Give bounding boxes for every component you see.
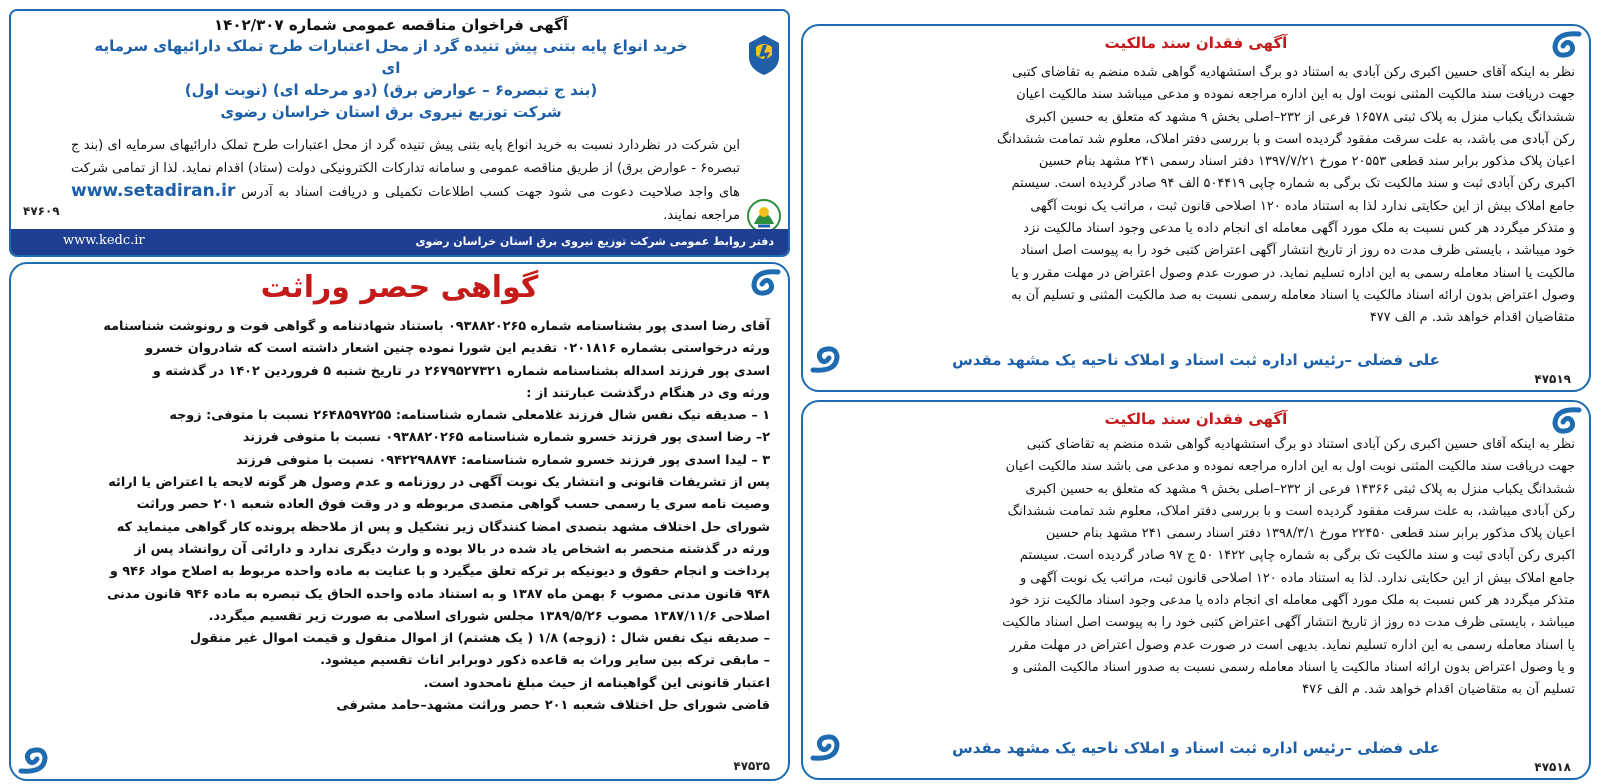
deed-notice-code: ۴۷۵۱۸ — [1534, 760, 1571, 774]
body-line: ششدانگ یکباب منزل به پلاک ثبتی ۱۶۵۷۸ فرعی از ۲۳۲–اصلی بخش ۹ مشهد که متعلق به حسین اکبری — [1025, 109, 1575, 125]
body-line: متقاضیان اقدام خواهد شد. م الف ۴۷۷ — [1369, 310, 1575, 326]
deed-notice-signature: علی فضلی –رئیس اداره ثبت اسناد و املاک ناحیه یک مشهد مقدس — [952, 351, 1440, 369]
tender-body — [71, 134, 740, 227]
body-line: اکبری رکن آبادی ثبت و سند مالکیت تک برگی به شماره چاپی ۱۴۲۲ ۵۰ ج ۹۷ صادر گردیده است. سیستم — [1019, 548, 1575, 564]
validity-line: اعتبار قانونی این گواهینامه از حیث مبلغ نامحدود است. — [423, 675, 770, 691]
share-line: – صدیقه نیک نفس شال : (زوجه) ۱/۸ ( یک هشتم) از اموال منقول و قیمت اموال غیر منقول — [189, 631, 770, 647]
body-line: اکبری رکن آبادی ثبت و سند مالکیت تک برگی به شماره چاپی ۵۰۴۴۱۹ الف ۹۴ صادر گردیده است. سیستم — [1011, 176, 1575, 192]
body-line: اعیان پلاک مذکور برابر سند قطعی ۲۲۴۵۰ مورخ ۱۳۹۸/۳/۱ دفتر اسناد رسمی ۲۴۱ مشهد بنام حسین — [1045, 526, 1575, 542]
heir-line: ۳ – لیدا اسدی پور فرزند خسرو شماره شناسنامه: ۰۹۴۲۲۹۸۸۷۴ نسبت با متوفی فرزند — [236, 452, 770, 468]
body-line: نظر به اینکه آقای حسین اکبری رکن آبادی استناد دو برگ استشهادیه گواهی شده منضم به تقاضای کتبی — [1026, 437, 1575, 452]
body-line: رکن آبادی میباشد، به علت سرقت مفقود گردیده است و با بررسی دفتر املاک، معلوم شد تمامت ششدانگ — [1007, 503, 1575, 519]
body-line: اعیان پلاک مذکور برابر سند قطعی ۲۰۵۵۳ مورخ ۱۳۹۷/۷/۲۱ دفتر اسناد رسمی ۲۴۱ مشهد بنام حسین — [1038, 154, 1575, 170]
inheritance-code: ۴۷۵۳۵ — [733, 759, 770, 773]
body-line: ورثه وی در هنگام درگذشت عبارتند از : — [526, 385, 770, 401]
tender-clause: (بند ج تبصره۶ – عوارض برق) (دو مرحله ای) (نوبت اول) — [184, 81, 598, 99]
body-line: و یا وصول اعتراض بدون ارائه اسناد مالکیت یا اسناد معامله رسمی نسبت به صدور اسناد مالکیت المثنی و — [1012, 659, 1575, 675]
setadiran-link[interactable]: www.setadiran.ir — [71, 181, 236, 201]
body-line: جهت دریافت سند مالکیت المثنی نوبت اول به این اداره مراجعه نموده و مدعی میباشد سند مالکیت اعیان — [1016, 87, 1575, 103]
tender-subject: خرید انواع پایه بتنی پیش تنیده گرد از محل اعتبارات طرح تملک دارائیهای سرمایه ای — [94, 37, 688, 77]
body-line: و متذکر میگردد هر کس نسبت به ملک مورد آگهی معامله ای انجام داده یا مدعی وجود اسناد مالکیت نزد — [1023, 221, 1575, 237]
inheritance-certificate — [9, 262, 790, 781]
heir-line: ۲– رضا اسدی پور فرزند خسرو شماره شناسنامه ۰۹۳۸۸۲۰۲۶۵ نسبت با متوفی فرزند — [242, 430, 770, 446]
deed-notice-code: ۴۷۵۱۹ — [1534, 372, 1571, 386]
corner-ornament-icon — [17, 745, 51, 775]
deed-loss-notice — [801, 400, 1591, 780]
body-line: متذکر میگردد هر کس نسبت به ملک مورد آگهی معامله ای انجام داده یا مدعی وجود اسناد مالکیت نزد خود — [1009, 593, 1575, 609]
tender-company: شرکت توزیع نیروی برق استان خراسان رضوی — [220, 103, 562, 121]
body-line: جهت دریافت سند مالکیت المثنی نوبت اول به این اداره مراجعه نموده و مدعی می باشد سند مالکیت اعیان — [1005, 459, 1575, 475]
tender-body-text: این شرکت در نظردارد نسبت به خرید انواع پایه بتنی پیش تنیده گرد از محل اعتبارات طرح تملک دارائیهای سرمایه ای (بند ج تبصره۶ - عوارض برق) از طریق مناقصه عمومی و سامانه تدارکات الکترونیکی دولت (ستاد) اقدام نماید. لذا از تمامی شرکت های واجد صلاحیت دعوت می شود جهت کسب اطلاعات تکمیلی و دریافت اسناد به آدرس — [71, 138, 740, 200]
deed-notice-body — [817, 434, 1575, 702]
deed-notice-signature: علی فضلی –رئیس اداره ثبت اسناد و املاک ناحیه یک مشهد مقدس — [952, 739, 1440, 757]
corner-ornament-icon — [809, 344, 843, 374]
tender-body-end: مراجعه نمایند. — [663, 208, 740, 223]
body-line: جامع املاک بیش از این حکایتی ندارد. لذا به استناد ماده ۱۲۰ اصلاحی قانون ثبت، مراتب یک نوبت آگهی و — [1019, 570, 1575, 586]
tender-title: آگهی فراخوان مناقصه عمومی شماره ۱۴۰۲/۳۰۷ — [214, 16, 568, 34]
tender-code: ۴۷۶۰۹ — [23, 204, 60, 218]
deed-notice-title: آگهی فقدان سند مالکیت — [1104, 34, 1288, 52]
power-company-logo-icon — [746, 33, 782, 77]
inheritance-body — [29, 316, 770, 717]
body-line: مالکیت یا اسناد معامله رسمی به این اداره تسلیم نماید. در صورت عدم وصول اعتراض در مهلت مقرر و یا — [1011, 265, 1575, 281]
body-line: اسدی پور فرزند اسداله بشناسنامه شماره ۲۶۷۹۵۲۷۳۲۱ در تاریخ شنبه ۵ فروردین ۱۴۰۲ در گذشته و — [152, 363, 770, 379]
heir-line: ۱ – صدیقه نیک نفس شال فرزند غلامعلی شماره شناسنامه: ۲۶۴۸۵۹۷۲۵۵ نسبت با متوفی: زوجه — [169, 408, 770, 424]
body-line: شورای حل اختلاف مشهد بتصدی امضا کنندگان زیر تشکیل و پس از ملاحظه پرونده کار گواهی مینماید که — [116, 519, 770, 535]
body-line: ورثه درخواستی بشماره ۰۲۰۱۸۱۶ تقدیم این شورا نموده چنین اشعار داشته است که شادروان خسرو — [145, 341, 770, 357]
body-line: وصول اعتراض بدون ارائه اسناد مالکیت یا اسناد معامله رسمی نسبت به صد مالکیت المثنی و تسلیم آن به — [1011, 287, 1575, 303]
share-line: – مابقی ترکه بین سایر وراث به قاعده ذکور دوبرابر اناث تقسیم میشود. — [320, 653, 770, 669]
body-line: اصلاحی ۱۳۸۷/۱۱/۶ مصوب ۱۳۸۹/۵/۲۶ مجلس شورای اسلامی به صورت زیر تقسیم میگردد. — [208, 608, 770, 624]
body-line: یا اسناد معامله رسمی به این اداره تسلیم نماید. بدیهی است در صورت عدم وصول اعتراض در مهلت مقرر — [1009, 637, 1575, 653]
footer-department: دفتر روابط عمومی شرکت توزیع نیروی برق استان خراسان رضوی — [415, 235, 774, 248]
deed-loss-notice — [801, 24, 1591, 392]
body-line: ششدانگ یکباب منزل به پلاک ثبتی ۱۴۳۶۶ فرعی از ۲۳۲–اصلی بخش ۹ مشهد که متعلق به حسین اکبری — [1025, 481, 1575, 497]
deed-notice-title: آگهی فقدان سند مالکیت — [1104, 410, 1288, 428]
body-line: پس از تشریفات قانونی و انتشار یک نوبت آگهی در روزنامه و عدم وصول هر گونه لایحه یا اعتراض یا ارائه — [108, 475, 770, 491]
signature-line: قاضی شورای حل اختلاف شعبه ۲۰۱ حصر وراثت مشهد–حامد مشرفی — [336, 698, 770, 714]
deed-notice-body — [817, 62, 1575, 330]
tender-footer — [11, 229, 788, 255]
body-line: میباشد ، بایستی ظرف مدت ده روز از تاریخ انتشار آگهی اعتراض کتبی خود را به پیوست اصل اسناد مالکیت — [1002, 615, 1575, 631]
tender-advertisement — [9, 9, 790, 257]
kedc-website-link[interactable]: www.kedc.ir — [63, 233, 145, 248]
body-line: تسلیم آن به متقاضیان اقدام خواهد شد. م الف ۴۷۶ — [1302, 682, 1575, 698]
body-line: جامع املاک بیش از این حکایتی ندارد لذا به استناد ماده ۱۲۰ اصلاحی قانون ثبت ، مراتب یک نوبت آگهی — [1030, 198, 1575, 214]
body-line: وصیت نامه سری یا رسمی حسب گواهی متصدی مربوطه و در وقت فوق العاده شعبه ۲۰۱ حصر وراثت — [136, 497, 770, 513]
body-line: ۹۴۸ قانون مدنی مصوب ۶ بهمن ماه ۱۳۸۷ و به استناد ماده واحده الحاق یک تبصره به ماده ۹۴۶ قانون مدنی — [107, 586, 770, 602]
body-line: ورثه در گذشته منحصر به اشخاص یاد شده در بالا بوده و وارث دیگری ندارد و دارائی آن روانشاد پس از — [134, 541, 770, 557]
body-line: خود میباشد ، بایستی ظرف مدت ده روز از تاریخ انتشار آگهی اعتراض کتبی خود را به پیوست اصل اسناد — [1020, 243, 1575, 259]
corner-ornament-icon — [809, 732, 843, 762]
body-line: آقای رضا اسدی پور بشناسنامه شماره ۰۹۳۸۸۲۰۲۶۵ باستناد شهادتنامه و گواهی فوت و رونوشت شناسنامه — [103, 319, 770, 334]
body-line: نظر به اینکه آقای حسین اکبری رکن آبادی به استناد دو برگ استشهادیه گواهی شده منضم به تقاضای کتبی — [1012, 65, 1575, 80]
body-line: رکن آبادی می باشد، به علت سرقت مفقود گردیده است و با بررسی دفتر املاک، معلوم شد تمامت ششدانگ — [997, 131, 1575, 147]
body-line: پرداخت و انجام حقوق و دیونیکه بر ترکه تعلق میگیرد و با عنایت به ماده واحده مربوط به اصلاح مواد ۹۴۶ و — [109, 564, 770, 580]
inheritance-title: گواهی حصر وراثت — [260, 270, 539, 305]
